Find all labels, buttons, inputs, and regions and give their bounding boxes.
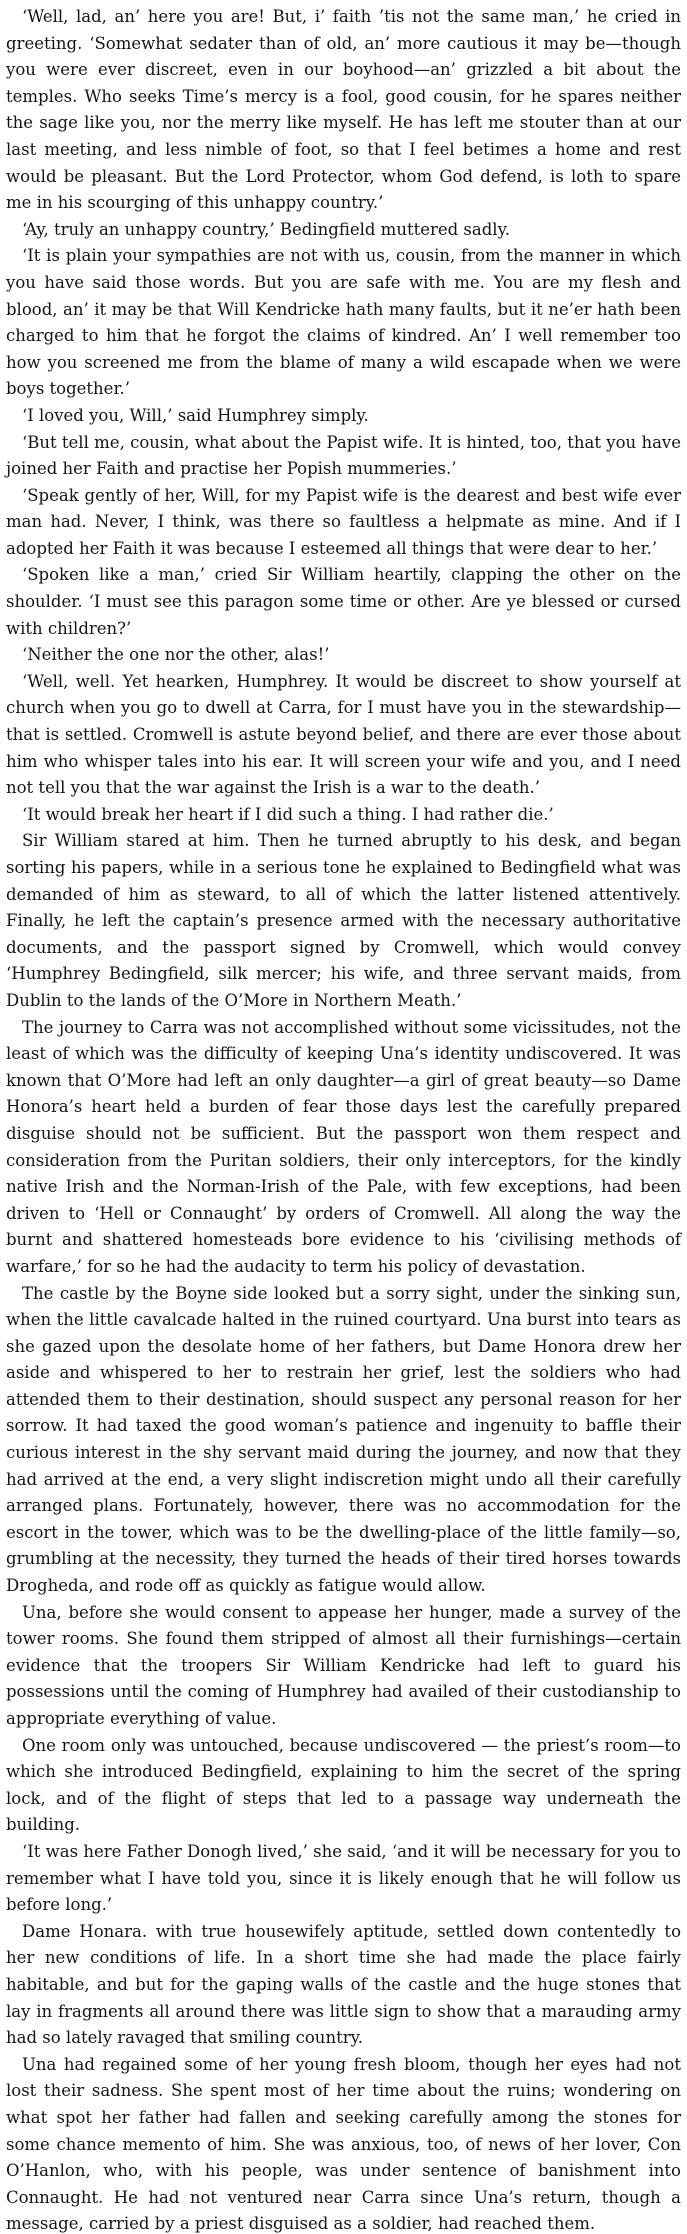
paragraph-2: ‘Ay, truly an unhappy country,’ Bedingfield muttered sadly. <box>22 219 510 239</box>
paragraph-14: Una, before she would consent to appease her hunger, made a survey of the tower rooms. She found them stripped of almost all their furnishings—certain evidence that the troopers Sir William Kendricke had left to guard his possessions until the coming of Humphrey had availed of their custodianship to appropriate everything of value. <box>6 1602 681 1728</box>
paragraph-17: Dame Honara. with true housewifely aptitude, settled down contentedly to her new conditions of life. In a short time she had made the place fairly habitable, and but for the gaping walls of the castle and the huge stones that lay in fragments all around there was little sign to show that a marauding army had so lately ravaged that smiling country. <box>6 1921 681 2048</box>
paragraph-1: ‘Well, lad, an’ here you are! But, i’ faith ’tis not the same man,’ he cried in greeting. ‘Somewhat sedater than of old, an’ more cautious it may be—though you were ever discreet, even in our boyhood—an’ grizzled a bit about the temples. Who seeks Time’s mercy is a fool, good cousin, for he spares neither the sage like you, nor the merry like myself. He has left me stouter than at our last meeting, and less nimble of foot, so that I feel betimes a home and rest would be pleasant. But the Lord Protector, whom God defend, is loth to spare me in his scourging of this unhappy country.’ <box>6 7 681 213</box>
paragraph-16: ‘It was here Father Donogh lived,’ she said, ‘and it will be necessary for you to remember what I have told you, since it is likely enough that he will follow us before long.’ <box>6 1841 681 1915</box>
paragraph-9: ‘Well, well. Yet hearken, Humphrey. It would be discreet to show yourself at church when you go to dwell at Carra, for I must have you in the stewardship—that is settled. Cromwell is astute beyond belief, and there are ever those about him who whisper tales into his ear. It will screen your wife and you, and I need not tell you that the war against the Irish is a war to the death.’ <box>6 671 681 798</box>
paragraph-15: One room only was untouched, because undiscovered — the priest’s room—to which she introduced Bedingfield, explaining to him the secret of the spring lock, and of the flight of steps that led to a passage way underneath the building. <box>6 1735 681 1835</box>
paragraph-10: ‘It would break her heart if I did such a thing. I had rather die.’ <box>22 804 554 824</box>
paragraph-3: ‘It is plain your sympathies are not with us, cousin, from the manner in which you have said those words. But you are safe with me. You are my flesh and blood, an’ it may be that Will Kendricke hath many faults, but it ne’er hath been charged to him that he forgot the claims of kindred. An’ I well remember too how you screened me from the blame of many a wild escapade when we were boys together.’ <box>6 246 681 399</box>
paragraph-11: Sir William stared at him. Then he turned abruptly to his desk, and began sorting his papers, while in a serious tone he explained to Bedingfield what was demanded of him as steward, to all of which the latter listened attentively. Finally, he left the captain’s presence armed with the necessary authoritative documents, and the passport signed by Cromwell, which would convey ‘Humphrey Bedingfield, silk mercer; his wife, and three servant maids, from Dublin to the lands of the O’More in Northern Meath.’ <box>6 831 681 1010</box>
paragraph-13: The castle by the Boyne side looked but a sorry sight, under the sinking sun, when the little cavalcade halted in the ruined courtyard. Una burst into tears as she gazed upon the desolate home of her fathers, but Dame Honora drew her aside and whispered to her to restrain her grief, lest the soldiers who had attended them to their destination, should suspect any personal reason for her sorrow. It had taxed the good woman’s patience and ingenuity to baffle their curious interest in the shy servant maid during the journey, and now that they had arrived at the end, a very slight indiscretion might undo all their carefully arranged plans. Fortunately, however, there was no accommodation for the escort in the tower, which was to be the dwelling-place of the little family—so, grumbling at the necessity, they turned the heads of their tired horses towards Drogheda, and rode off as quickly as fatigue would allow. <box>6 1283 681 1596</box>
paragraph-6: ‘Speak gently of her, Will, for my Papist wife is the dearest and best wife ever man had. Never, I think, was there so faultless a helpmate as mine. And if I adopted her Faith it was because I esteemed all things that were dear to her.’ <box>6 485 681 558</box>
paragraph-4: ‘I loved you, Will,’ said Humphrey simply. <box>22 405 369 425</box>
paragraph-5: ‘But tell me, cousin, what about the Papist wife. It is hinted, too, that you have joined her Faith and practise her Popish mummeries.’ <box>6 432 681 479</box>
paragraph-18: Una had regained some of her young fresh bloom, though her eyes had not lost their sadness. She spent most of her time about the ruins; wondering on what spot her father had fallen and seeking carefully among the stones for some chance memento of him. She was anxious, too, of news of her lover, Con O’Hanlon, who, with his people, was under sentence of banishment into Connaught. He had not ventured near Carra since Una’s return, though a message, carried by a priest disguised as a soldier, had reached them. <box>6 2054 681 2234</box>
paragraph-12: The journey to Carra was not accomplished without some vicissitudes, not the least of which was the difficulty of keeping Una’s identity undiscovered. It was known that O’More had left an only daughter—a girl of great beauty—so Dame Honora’s heart held a burden of fear those days lest the carefully prepared disguise should not be sufficient. But the passport won them respect and consideration from the Puritan soldiers, their only interceptors, for the kindly native Irish and the Norman-Irish of the Pale, with few exceptions, had been driven to ‘Hell or Connaught’ by orders of Cromwell. All along the way the burnt and shattered homesteads bore evidence to his ‘civilising methods of warfare,’ for so he had the audacity to term his policy of devastation. <box>6 1017 681 1276</box>
paragraph-8: ‘Neither the one nor the other, alas!’ <box>22 645 330 665</box>
paragraph-7: ‘Spoken like a man,’ cried Sir William heartily, clapping the other on the shoulder. ‘I must see this paragon some time or other. Are ye blessed or cursed with children?’ <box>6 565 681 638</box>
